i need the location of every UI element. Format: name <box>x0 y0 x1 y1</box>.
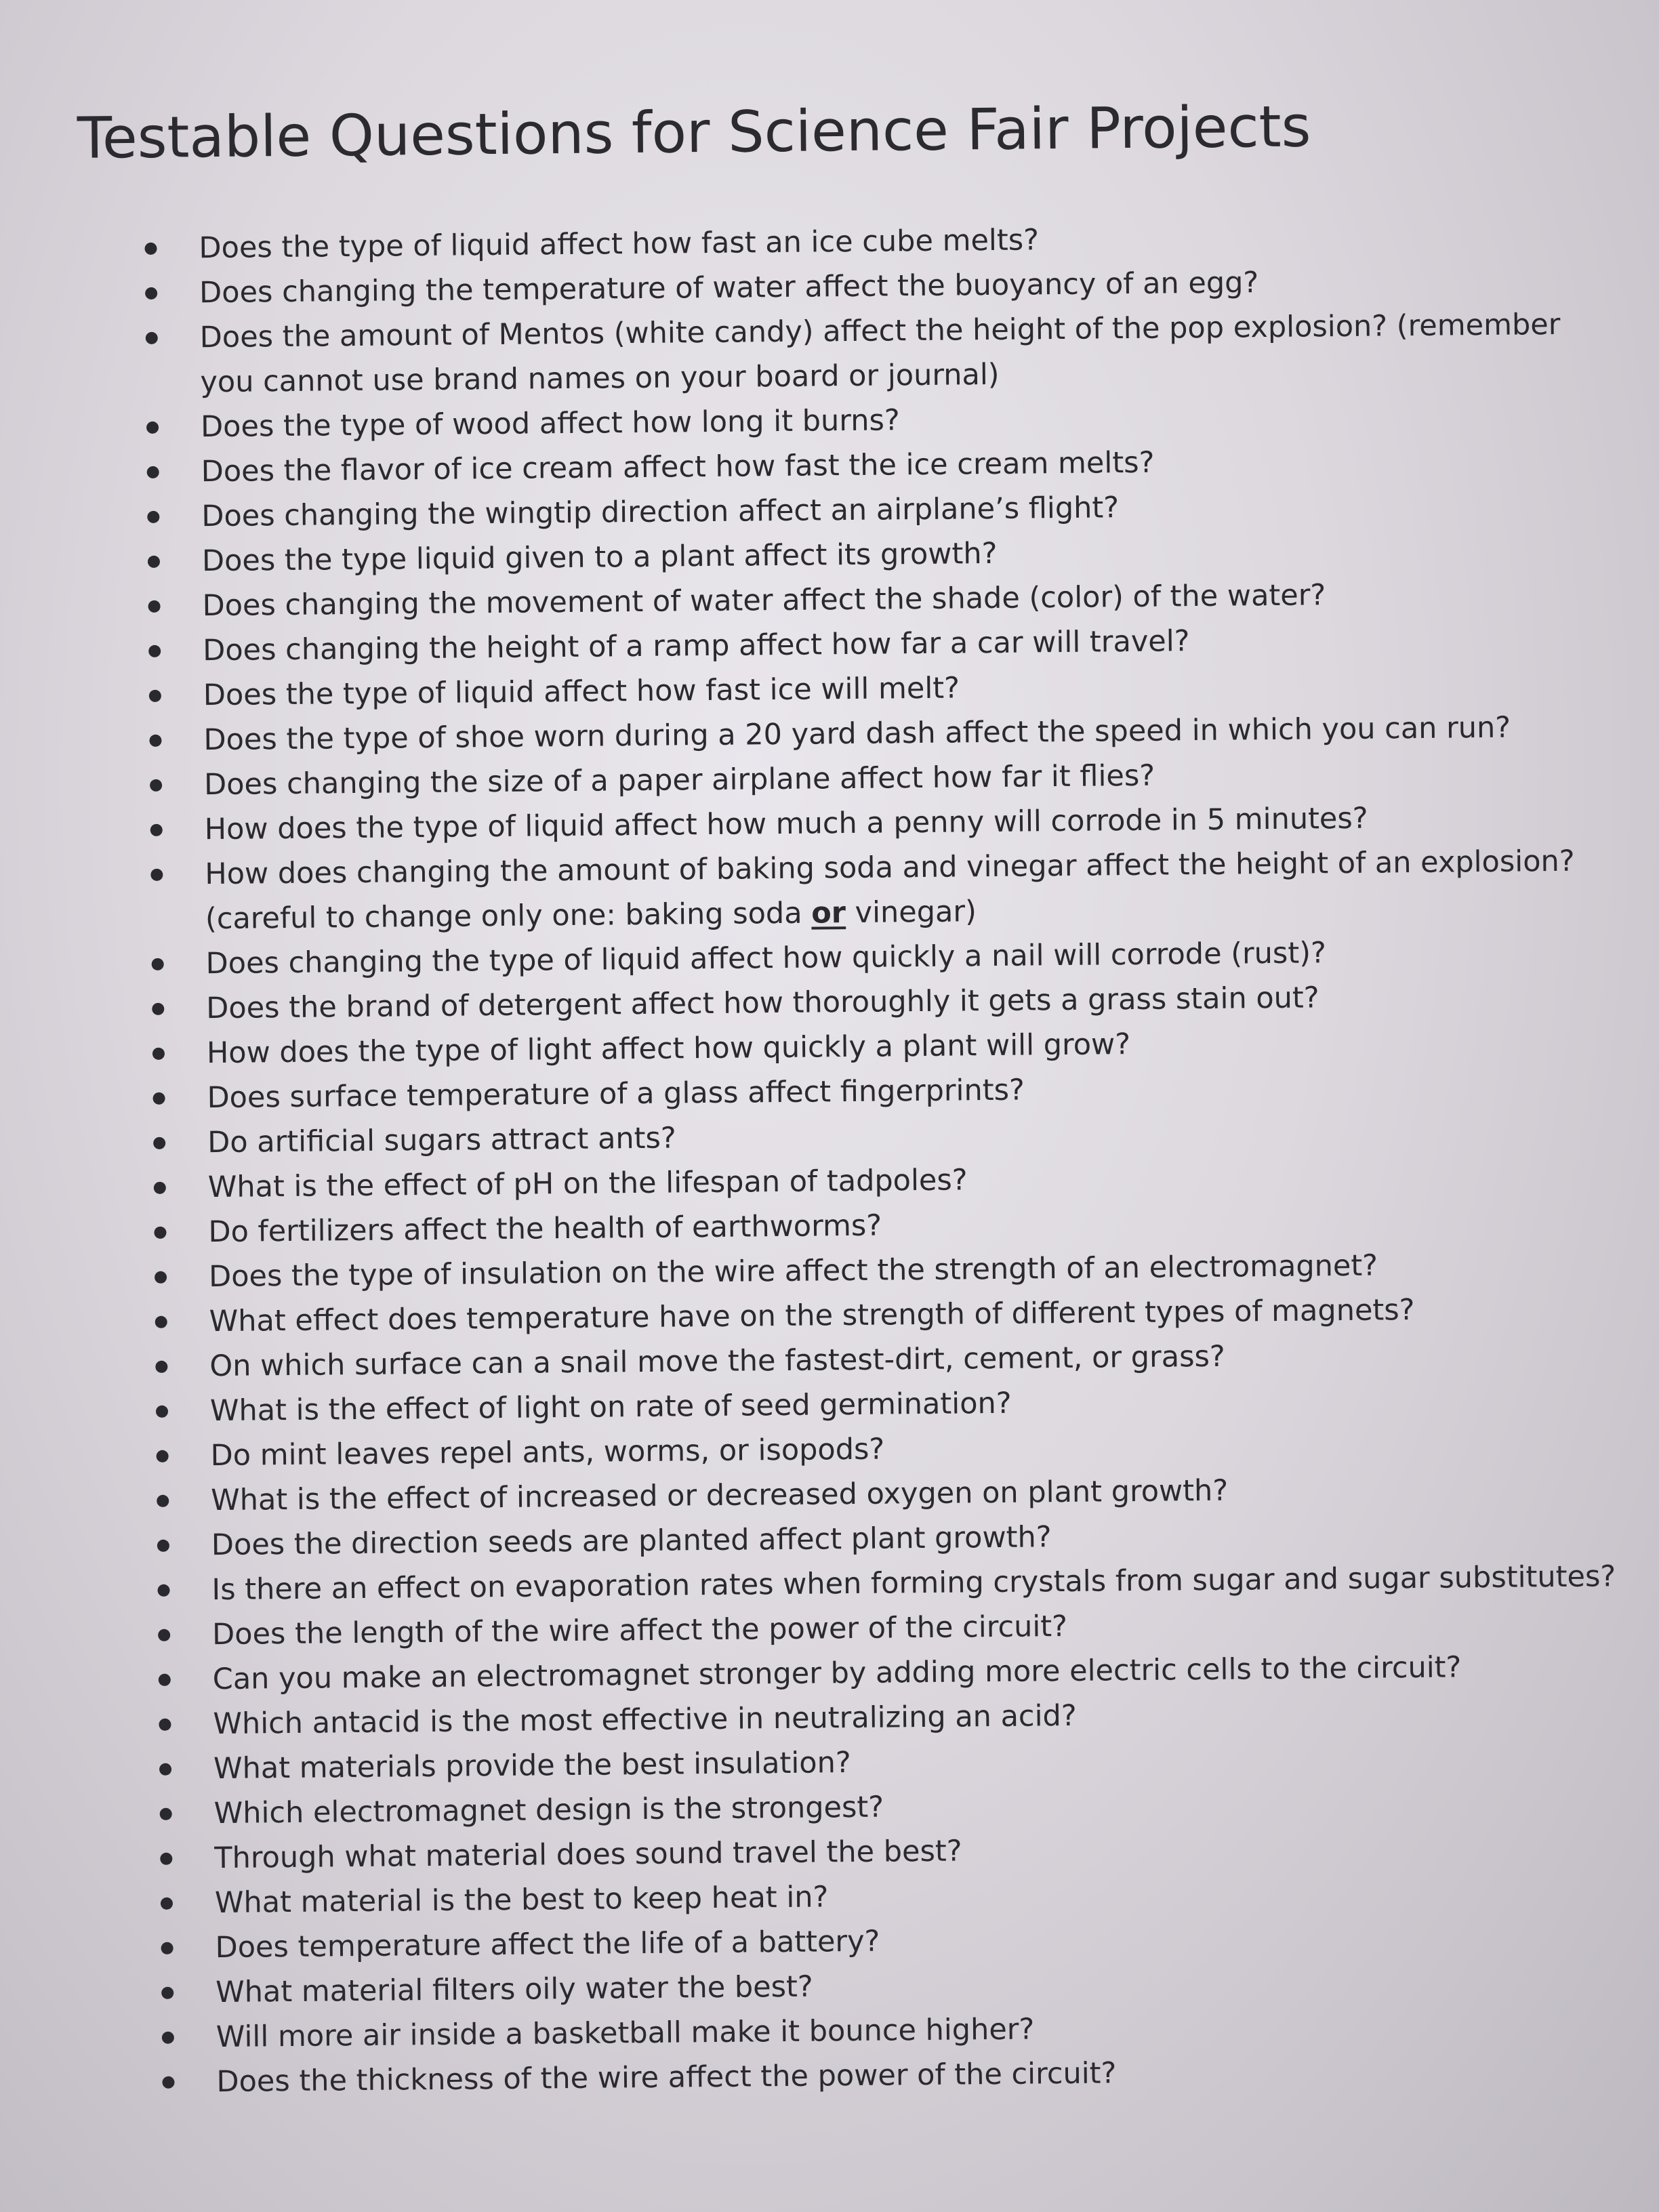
question-list <box>124 212 1647 2105</box>
bullet-icon <box>159 1674 171 1686</box>
bullet-icon <box>162 2032 174 2044</box>
bullet-icon <box>156 1406 168 1418</box>
bullet-icon <box>146 422 159 434</box>
question-text: Will more air inside a basketball make it bounce higher? <box>216 2012 1035 2055</box>
question-text: What effect does temperature have on the strength of different types of magnets? <box>209 1293 1415 1339</box>
question-text: What is the effect of light on rate of seed germination? <box>209 1386 1012 1429</box>
bullet-icon <box>155 1361 167 1373</box>
question-text: Which antacid is the most effective in neutralizing an acid? <box>213 1698 1077 1742</box>
page-title: Testable Questions for Science Fair Projects <box>77 93 1311 171</box>
bullet-icon <box>150 869 163 881</box>
question-text: Through what material does sound travel the best? <box>214 1834 962 1876</box>
question-text: Does the amount of Mentos (white candy) affect the height of the pop explosion? (remember you cannot use brand names on your board or journal) <box>199 307 1561 400</box>
bullet-icon <box>149 690 161 702</box>
question-text: Do artificial sugars attract ants? <box>207 1121 676 1160</box>
bullet-icon <box>161 1942 173 1954</box>
question-text: What material filters oily water the best? <box>215 1969 813 2010</box>
question-text: Which electromagnet design is the strongest? <box>213 1790 884 1831</box>
question-text: What is the effect of increased or decreased oxygen on plant growth? <box>211 1473 1229 1518</box>
bullet-icon <box>152 1003 164 1015</box>
bullet-icon <box>157 1495 169 1507</box>
question-text: Does the direction seeds are planted affect plant growth? <box>211 1520 1052 1563</box>
question-text: What is the effect of pH on the lifespan of tadpoles? <box>207 1163 968 1205</box>
bullet-icon <box>150 779 162 792</box>
question-text: Does the type of insulation on the wire affect the strength of an electromagnet? <box>208 1248 1378 1294</box>
list-item-baking-soda <box>130 838 1635 942</box>
question-text: Do fertilizers affect the health of earthworms? <box>208 1208 882 1250</box>
bullet-icon <box>160 1853 172 1865</box>
bullet-icon <box>144 243 157 255</box>
bullet-icon <box>148 556 160 568</box>
question-text: Does changing the height of a ramp affect how far a car will travel? <box>202 624 1190 668</box>
bullet-icon <box>152 1092 165 1105</box>
question-text: Is there an effect on evaporation rates when forming crystals from sugar and sugar substitutes? <box>211 1559 1616 1607</box>
question-text: Does changing the temperature of water affect the buoyancy of an egg? <box>199 266 1259 310</box>
question-text: Does the type of liquid affect how fast ice will melt? <box>203 671 960 713</box>
bullet-icon <box>162 2076 174 2089</box>
question-text: On which surface can a snail move the fastest-dirt, cement, or grass? <box>209 1339 1225 1384</box>
question-text: Does the flavor of ice cream affect how fast the ice cream melts? <box>201 445 1155 489</box>
bullet-icon <box>159 1763 171 1776</box>
question-text: How does changing the amount of baking soda and vinegar affect the height of an explosion? <box>205 844 1575 892</box>
bullet-icon <box>148 645 161 657</box>
question-text: Does the thickness of the wire affect the power of the circuit? <box>216 2056 1117 2100</box>
bullet-icon <box>157 1584 169 1597</box>
question-text: Does the length of the wire affect the power of the circuit? <box>211 1609 1068 1652</box>
bullet-icon <box>146 332 158 344</box>
bullet-icon <box>155 1271 167 1284</box>
question-text: Does changing the movement of water affect the shade (color) of the water? <box>202 578 1326 623</box>
bullet-icon <box>149 735 161 747</box>
bullet-icon <box>155 1316 167 1328</box>
bullet-icon <box>147 511 159 523</box>
bullet-icon <box>150 824 163 836</box>
bullet-icon <box>152 958 164 970</box>
question-text: Can you make an electromagnet stronger by adding more electric cells to the circuit? <box>212 1650 1462 1697</box>
question-text: How does the type of light affect how quickly a plant will grow? <box>206 1027 1131 1071</box>
underlined-emphasis: or <box>811 896 846 930</box>
bullet-icon <box>159 1719 171 1731</box>
bullet-icon <box>154 1182 166 1194</box>
question-text: Do mint leaves repel ants, worms, or isopods? <box>210 1432 885 1473</box>
question-text: Does the type of wood affect how long it burns? <box>200 403 900 445</box>
bullet-icon <box>160 1808 172 1820</box>
bullet-icon <box>145 287 157 300</box>
bullet-icon <box>157 1540 169 1552</box>
list-item <box>125 302 1630 405</box>
question-text: Does the brand of detergent affect how thoroughly it gets a grass stain out? <box>206 981 1319 1026</box>
question-text: Does changing the type of liquid affect how quickly a nail will corrode (rust)? <box>205 936 1327 981</box>
question-text: Does changing the wingtip direction affect an airplane’s flight? <box>201 491 1120 534</box>
question-text: (careful to change only one: baking soda <box>205 896 812 937</box>
bullet-icon <box>157 1450 169 1462</box>
question-text: Does surface temperature of a glass affect fingerprints? <box>207 1073 1025 1115</box>
bullet-icon <box>161 1898 173 1910</box>
question-text: What material is the best to keep heat in? <box>214 1880 829 1921</box>
question-text: vinegar) <box>845 895 977 930</box>
question-text: How does the type of liquid affect how much a penny will corrode in 5 minutes? <box>204 801 1368 847</box>
question-text: Does the type of shoe worn during a 20 yard dash affect the speed in which you can run? <box>203 710 1511 758</box>
bullet-icon <box>148 600 161 613</box>
bullet-icon <box>158 1629 170 1641</box>
bullet-icon <box>147 466 159 478</box>
question-text: Does the type liquid given to a plant affect its growth? <box>201 536 998 579</box>
question-text: Does temperature affect the life of a battery? <box>215 1924 880 1965</box>
bullet-icon <box>152 1048 165 1060</box>
bullet-icon <box>161 1987 173 1999</box>
question-text: What materials provide the best insulation? <box>213 1746 851 1786</box>
question-text: Does changing the size of a paper airplane affect how far it flies? <box>203 758 1155 802</box>
bullet-icon <box>153 1137 165 1149</box>
bullet-icon <box>154 1227 166 1239</box>
question-text: Does the type of liquid affect how fast an ice cube melts? <box>199 223 1040 266</box>
